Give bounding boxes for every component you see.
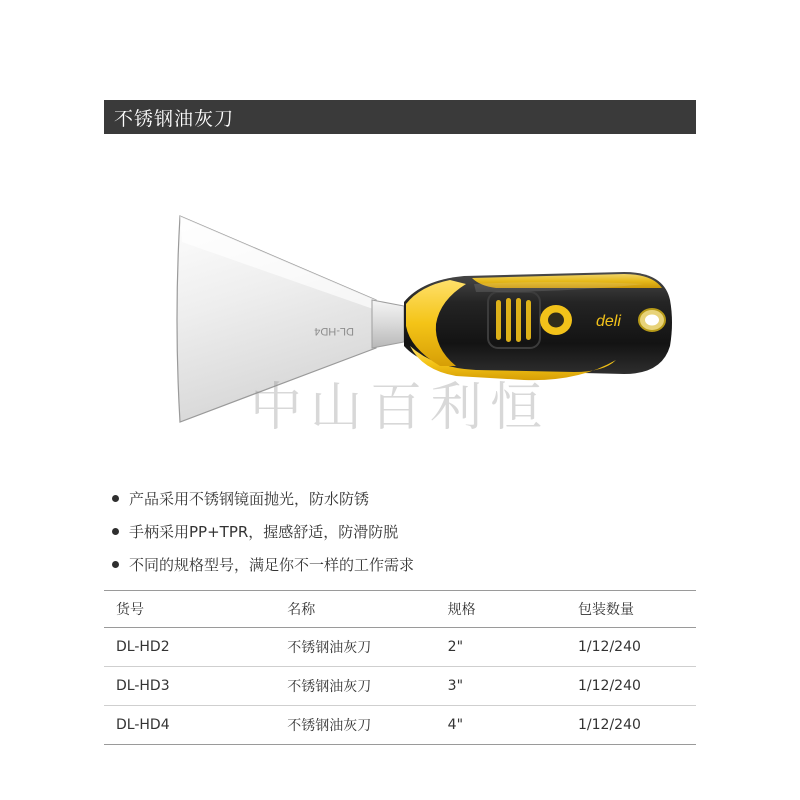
page-title-bar — [104, 100, 696, 134]
putty-knife-illustration — [104, 150, 696, 470]
blade-marking-text: DL-HD4 — [314, 325, 354, 337]
cell-spec: 2" — [436, 628, 566, 667]
cell-pack: 1/12/240 — [566, 628, 696, 667]
cell-spec: 4" — [436, 706, 566, 745]
bullet-icon — [112, 495, 119, 502]
cell-code: DL-HD4 — [104, 706, 275, 745]
column-header-code: 货号 — [104, 591, 275, 628]
cell-pack: 1/12/240 — [566, 667, 696, 706]
table-header — [104, 591, 696, 628]
column-header-spec: 规格 — [436, 591, 566, 628]
feature-list — [112, 488, 672, 587]
table-row — [104, 628, 696, 667]
product-image — [104, 150, 696, 470]
cell-pack: 1/12/240 — [566, 706, 696, 745]
feature-text: 不同的规格型号，满足你不一样的工作需求 — [129, 556, 415, 574]
cell-name: 不锈钢油灰刀 — [275, 667, 435, 706]
bullet-icon — [112, 561, 119, 568]
watermark-text: 中山百利恒 — [249, 378, 550, 438]
cell-code: DL-HD3 — [104, 667, 275, 706]
cell-code: DL-HD2 — [104, 628, 275, 667]
table-row — [104, 706, 696, 745]
cell-name: 不锈钢油灰刀 — [275, 706, 435, 745]
cell-name: 不锈钢油灰刀 — [275, 628, 435, 667]
handle-accent-dot-inner — [548, 313, 564, 328]
blade-neck — [372, 300, 404, 348]
specification-table — [104, 590, 696, 745]
hang-hole-opening — [645, 315, 659, 326]
feature-text: 产品采用不锈钢镜面抛光，防水防锈 — [129, 490, 370, 508]
brand-text: deli — [596, 313, 621, 330]
list-item — [112, 521, 672, 542]
table-body — [104, 628, 696, 745]
table-row — [104, 667, 696, 706]
list-item — [112, 554, 672, 575]
column-header-pack: 包装数量 — [566, 591, 696, 628]
list-item — [112, 488, 672, 509]
column-header-name: 名称 — [275, 591, 435, 628]
bullet-icon — [112, 528, 119, 535]
table-header-row — [104, 591, 696, 628]
feature-text: 手柄采用PP+TPR，握感舒适，防滑防脱 — [129, 523, 399, 541]
page-title: 不锈钢油灰刀 — [114, 107, 235, 130]
cell-spec: 3" — [436, 667, 566, 706]
